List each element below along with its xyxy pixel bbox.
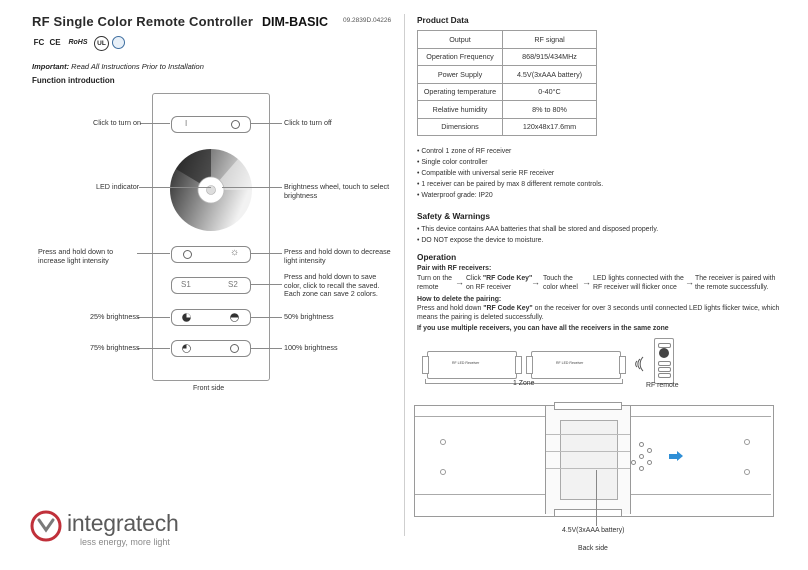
callout-wheel: Brightness wheel, touch to select brightness: [284, 182, 390, 200]
wireless-signal-icon: [628, 355, 646, 373]
safety-list: [417, 224, 658, 246]
product-data-heading: Product Data: [417, 15, 469, 25]
remote-front: [152, 93, 270, 381]
on-off-button[interactable]: [171, 116, 251, 133]
sun-icon: ☼: [230, 247, 240, 258]
delete-text: Press and hold down "RF Code Key" on the receiver for over 3 seconds until connected LED lights flicker twice, which means the pairing is deleted successfully.: [417, 305, 780, 321]
callout-click-on: Click to turn on: [93, 118, 141, 127]
arrow-icon: →: [582, 277, 591, 287]
ce-icon: CE: [49, 37, 61, 47]
pair-step-2: Click "RF Code Key" on RF receiver: [466, 275, 533, 291]
brightness-25-50-button[interactable]: [171, 309, 251, 326]
column-divider: [404, 14, 405, 536]
pair-heading: Pair with RF receivers:: [417, 265, 492, 272]
list-item: • Compatible with universal serie RF receiver: [417, 168, 603, 179]
brightness-wheel[interactable]: [168, 147, 254, 233]
three-quarter-icon: [182, 344, 191, 353]
delete-heading: How to delete the pairing:: [417, 296, 502, 303]
receiver-label: RF LED Receiver: [556, 361, 584, 365]
callout-decrease: Press and hold down to decrease light intensity: [284, 247, 391, 265]
table-row: Power Supply 4.5V(3xAAA battery): [418, 66, 597, 84]
battery-pointer-line: [596, 470, 597, 526]
callout-100: 100% brightness: [284, 343, 338, 352]
front-side-caption: Front side: [193, 385, 225, 392]
table-row: Dimensions 120x48x17.6mm: [418, 118, 597, 136]
callout-50: 50% brightness: [284, 312, 334, 321]
receiver-1: [427, 351, 517, 379]
callout-increase: Press and hold down to increase light intensity: [38, 247, 114, 265]
dim-down-icon: [183, 250, 192, 259]
model-name: DIM-BASIC: [262, 15, 328, 29]
table-row: Operation Frequency 868/915/434MHz: [418, 48, 597, 66]
quarter-icon: [182, 313, 191, 322]
s2-label: S2: [228, 280, 238, 289]
integratech-logo-icon: [30, 510, 62, 542]
list-item: • Control 1 zone of RF receiver: [417, 146, 603, 157]
brand-name: integratech: [67, 510, 179, 536]
callout-save: Press and hold down to save color, click to recall the saved. Each zone can save 2 colors.: [284, 272, 380, 298]
rf-remote-thumbnail: [654, 338, 674, 384]
brightness-75-100-button[interactable]: [171, 340, 251, 357]
brand-tagline: less energy, more light: [80, 537, 170, 547]
brightness-up-down-button[interactable]: [171, 246, 251, 263]
on-symbol: I: [185, 119, 188, 128]
list-item: • Single color controller: [417, 157, 603, 168]
table-row: Operating temperature 0-40°C: [418, 83, 597, 101]
fcc-icon: FC: [33, 37, 45, 47]
table-row: Output RF signal: [418, 31, 597, 49]
callout-led: LED indicator: [96, 182, 140, 191]
pair-step-5: The receiver is paired with the remote successfully.: [695, 275, 776, 291]
pair-step-3: Touch the color wheel: [543, 275, 578, 291]
receiver-label: RF LED Receiver: [452, 361, 480, 365]
arrow-icon: →: [531, 277, 540, 287]
table-row: Relative humidity 8% to 80%: [418, 101, 597, 119]
scene-save-button[interactable]: [171, 277, 251, 294]
multi-receiver-note: If you use multiple receivers, you can have all the receivers in the same zone: [417, 325, 669, 332]
list-item: • 1 receiver can be paired by max 8 different remote controls.: [417, 179, 603, 190]
feature-list: [417, 146, 603, 201]
back-side-caption: Back side: [578, 545, 608, 552]
doc-number: 09.2839D.04226: [343, 17, 392, 24]
product-data-table: [417, 30, 597, 136]
arrow-icon: →: [455, 277, 464, 287]
off-symbol: [231, 120, 240, 129]
important-note: Important: Read All Instructions Prior to Installation: [32, 62, 204, 71]
half-icon: [230, 313, 239, 322]
callout-click-off: Click to turn off: [284, 118, 332, 127]
callout-75: 75% brightness: [90, 343, 140, 352]
battery-compartment: [545, 406, 631, 514]
battery-label: 4.5V(3xAAA battery): [562, 527, 625, 534]
arrow-icon: →: [685, 277, 694, 287]
safety-heading: Safety & Warnings: [417, 211, 490, 221]
back-side-diagram: [414, 405, 774, 517]
s1-label: S1: [181, 280, 191, 289]
receiver-2: [531, 351, 621, 379]
pair-step-4: LED lights connected with the RF receiver will flicker once: [593, 275, 684, 291]
function-intro-heading: Function introduction: [32, 76, 115, 85]
rf-remote-label: RF remote: [646, 382, 679, 389]
list-item: • Waterproof grade: IP20: [417, 190, 603, 201]
tuv-icon: [112, 36, 125, 49]
full-icon: [230, 344, 239, 353]
pair-step-1: Turn on the remote: [417, 275, 452, 291]
ul-icon: UL: [94, 36, 109, 51]
operation-heading: Operation: [417, 252, 457, 262]
callout-25: 25% brightness: [90, 312, 140, 321]
rohs-icon: RoHS: [68, 38, 88, 46]
zone-label: 1 Zone: [513, 380, 535, 387]
list-item: • DO NOT expose the device to moisture.: [417, 235, 658, 246]
list-item: • This device contains AAA batteries that shall be stored and disposed properly.: [417, 224, 658, 235]
page-title: RF Single Color Remote Controller: [32, 14, 254, 29]
